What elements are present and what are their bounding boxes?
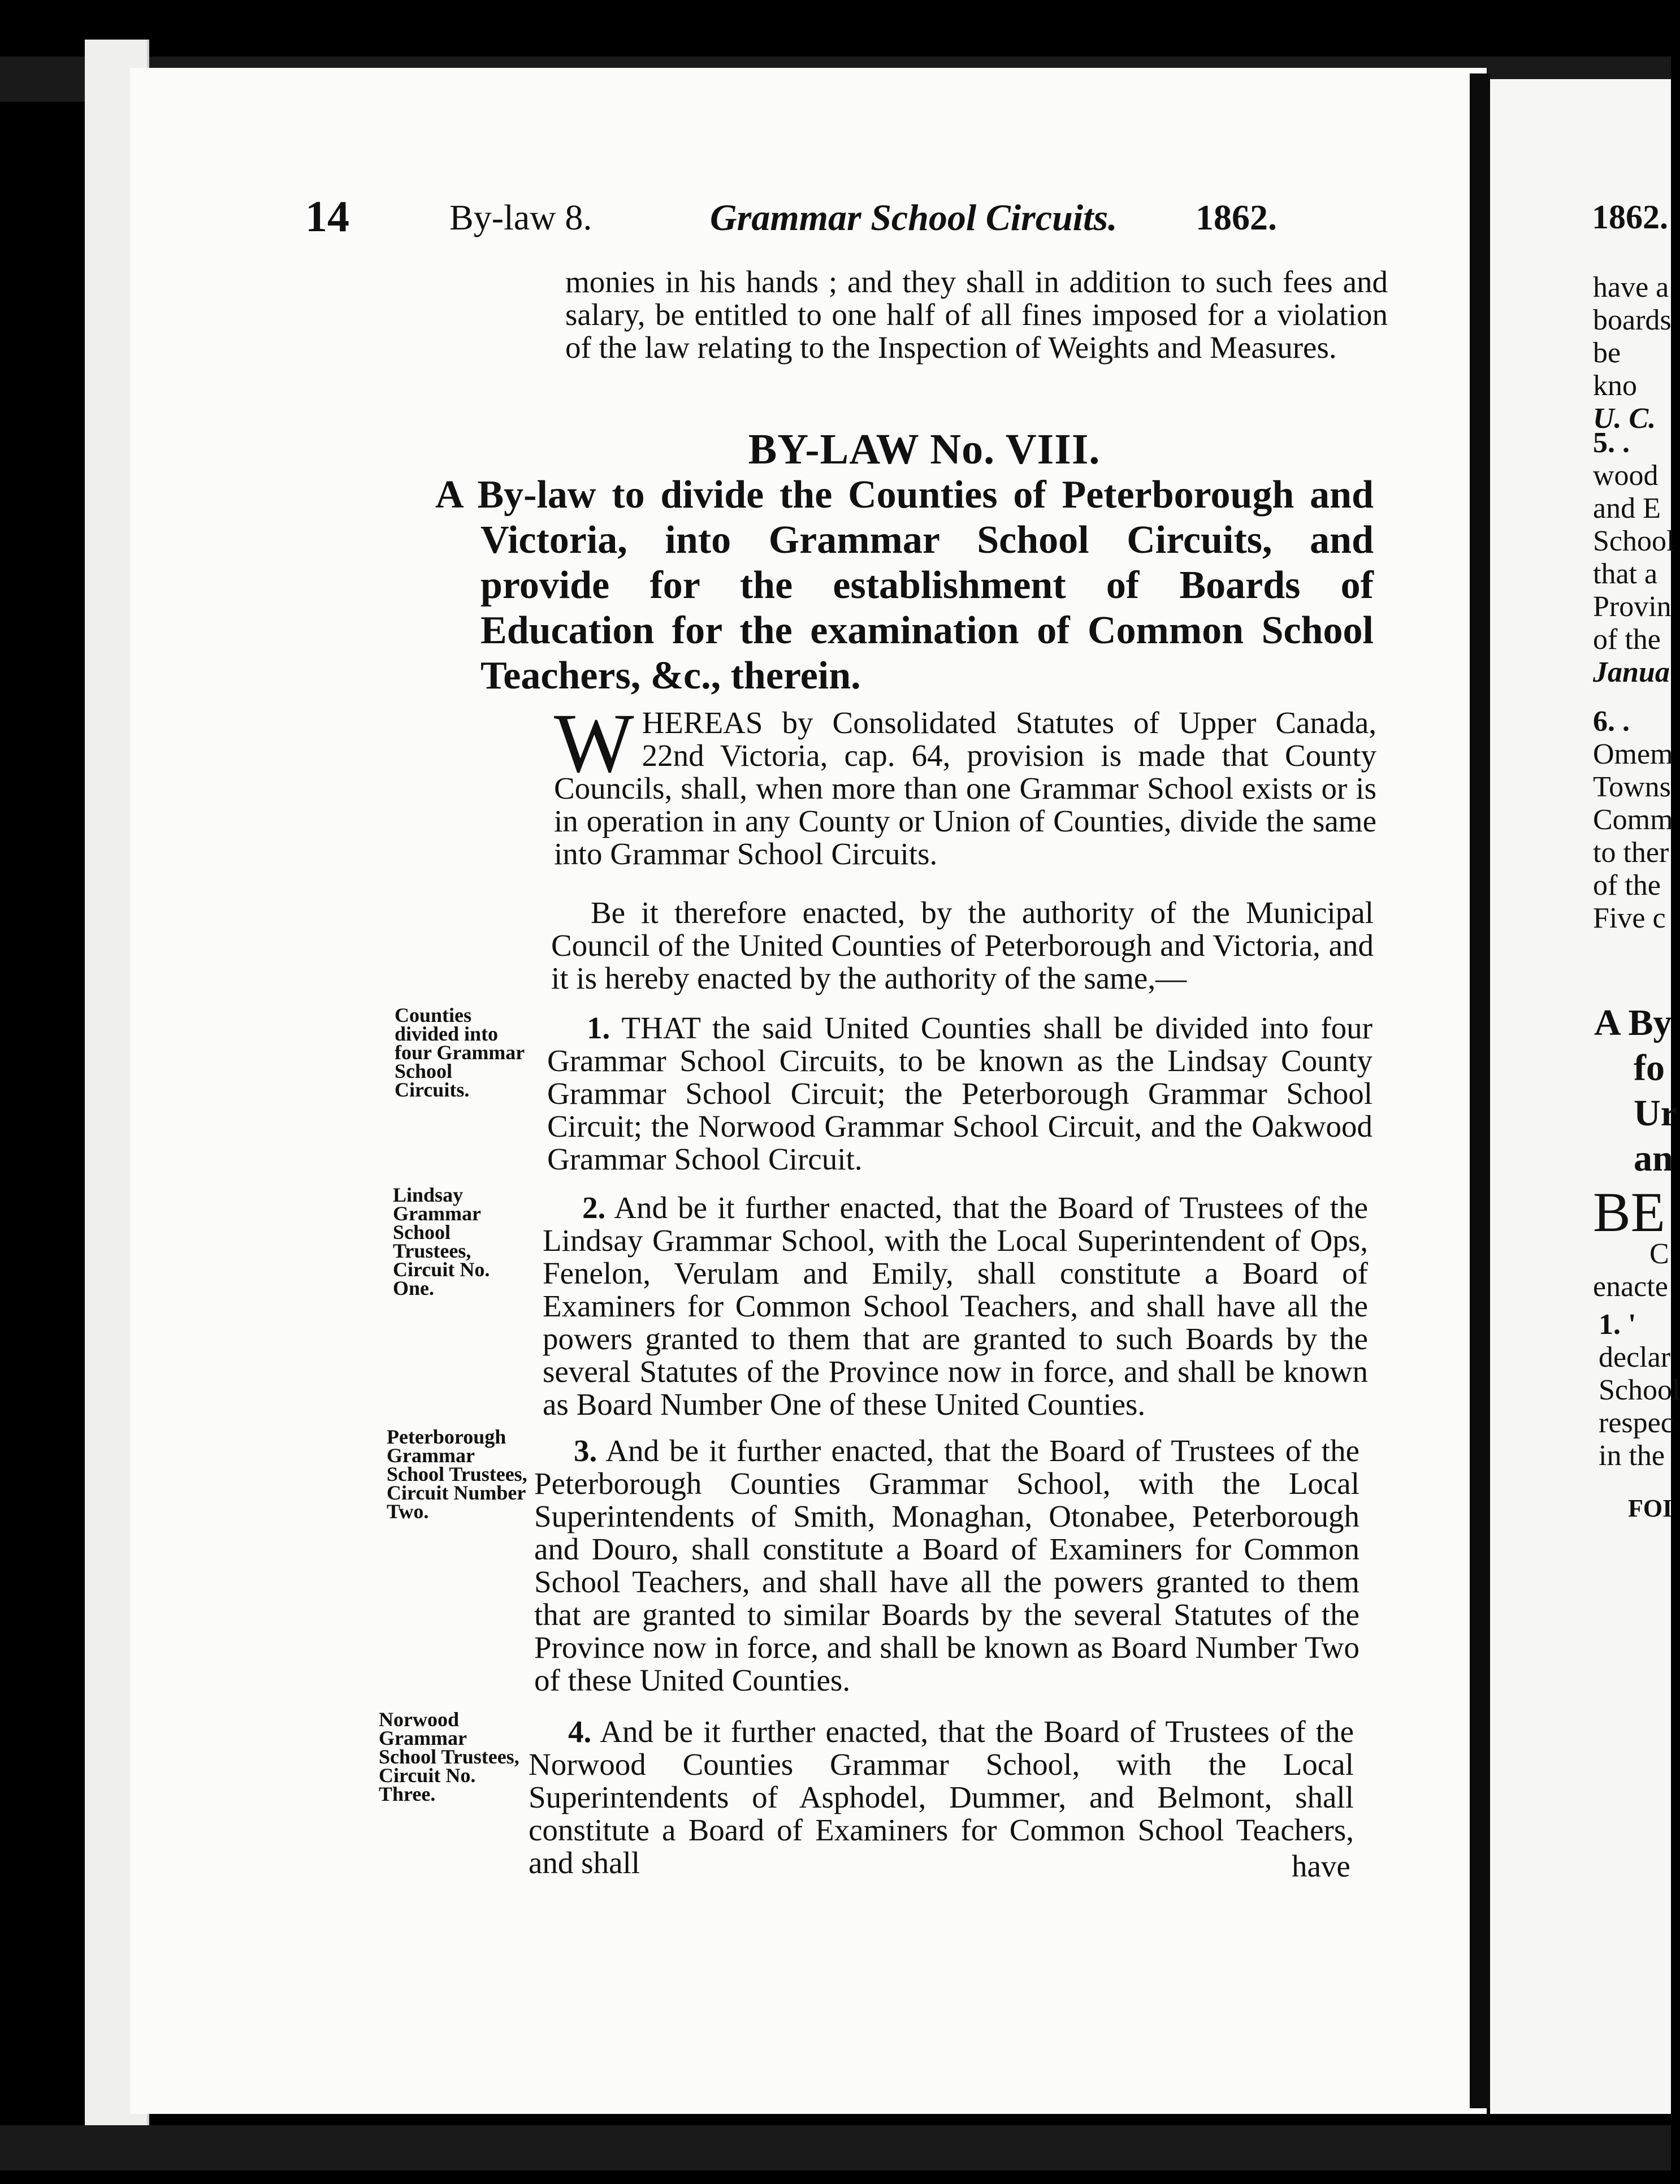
enacting-clause <box>551 896 1374 995</box>
facing-line: declar <box>1599 1341 1671 1373</box>
facing-page-block-e <box>1593 1181 1669 1303</box>
section-2-number: 2. <box>582 1190 606 1225</box>
facing-line: Provin <box>1593 591 1672 623</box>
facing-line: 6. . <box>1593 705 1630 738</box>
facing-line: BE <box>1593 1181 1665 1243</box>
facing-line: and E <box>1593 492 1661 525</box>
bylaw-heading: BY-LAW No. VIII. <box>748 426 1101 473</box>
facing-line: Comm <box>1593 804 1673 836</box>
whereas-paragraph <box>554 696 1376 871</box>
margin-note-section-2: Lindsay Grammar School Trustees, Circuit No. One. <box>393 1184 490 1299</box>
facing-page-block-d <box>1594 1000 1677 1181</box>
facing-line: Ur <box>1634 1093 1677 1134</box>
facing-page-line-g: FOI <box>1628 1494 1673 1522</box>
facing-line: fo <box>1634 1047 1665 1089</box>
facing-line: be kno <box>1593 337 1637 402</box>
facing-line: of the <box>1593 869 1661 902</box>
facing-page-block-b <box>1593 427 1674 689</box>
section-4-text: And be it further enacted, that the Board of Trustees of the Norwood Counties Grammar School, with the Local Superintendents of Asphodel, Dummer, and Belmont, shall constitute a Board of Examiners for Common School Teachers, and shall <box>529 1714 1354 1880</box>
section-2-text: And be it further enacted, that the Board of Trustees of the Lindsay Grammar School, with the Local Superintendent of Ops, Fenelon, Verulam and Emily, shall constitute a Board of Examiners for Common School Teachers, and shall have all the powers granted to them that are granted to such Boards by the several Statutes of the Province now in force, and shall be known as Board Number One of these United Counties. <box>543 1190 1368 1422</box>
section-4-number: 4. <box>568 1714 592 1749</box>
facing-line: enacte <box>1593 1271 1668 1303</box>
drop-cap: W <box>554 696 634 790</box>
section-1-text: THAT the said United Counties shall be divided into four Grammar School Circuits, to be known as the Lindsay County Grammar School Circuit; the Peterborough Grammar School Circuit; the Norwood Grammar School Circuit, and the Oakwood Grammar School Circuit. <box>547 1011 1372 1176</box>
facing-line: Omem <box>1593 738 1673 770</box>
section-3-text: And be it further enacted, that the Board of Trustees of the Peterborough Counties Grammar School, with the Local Superintendents of Smith, Monaghan, Otonabee, Peterborough and Douro, shall constitute a Board of Examiners for Common School Teachers, and shall have all the powers granted to them that are granted to similar Boards by the several Statutes of the Province now in force, and shall be known as Board Number Two of these United Counties. <box>534 1433 1359 1697</box>
continuation-paragraph: monies in his hands ; and they shall in addition to such fees and salary, be entitled to one half of all fines imposed for a violation of the law relating to the Inspection of Weights and Measures. <box>565 265 1388 365</box>
scan-border-bottom <box>0 2125 1671 2170</box>
margin-note-section-3: Peterborough Grammar School Trustees, Circuit Number Two. <box>387 1425 527 1523</box>
facing-page-block-a <box>1593 271 1672 435</box>
bylaw-subtitle-text: A By-law to divide the Counties of Peterborough and Victoria, into Grammar School Circuits, and provide for the establishment of Boards of Education for the examination of Common School Teachers, &c., therein. <box>435 473 1374 697</box>
page-number: 14 <box>305 192 349 241</box>
facing-line: Towns <box>1593 771 1671 803</box>
facing-page-block-f <box>1599 1308 1680 1472</box>
catchword: have <box>1292 1849 1350 1883</box>
facing-line: of the <box>1593 623 1661 656</box>
facing-line: A By <box>1594 1002 1672 1043</box>
facing-line: an <box>1634 1138 1673 1179</box>
facing-page-year: 1862. <box>1592 198 1668 236</box>
facing-line: have a <box>1593 271 1669 304</box>
facing-page-block-c <box>1593 705 1673 935</box>
facing-line: U. C. <box>1593 402 1656 435</box>
facing-line: in the <box>1599 1440 1665 1472</box>
facing-line: C <box>1649 1238 1669 1270</box>
facing-line: wood <box>1593 460 1659 492</box>
section-3-number: 3. <box>574 1433 597 1468</box>
facing-line: 1. ' <box>1599 1308 1636 1341</box>
facing-line: respec <box>1599 1407 1674 1439</box>
header-bylaw-ref: By-law 8. <box>449 197 592 237</box>
section-3 <box>534 1435 1359 1697</box>
facing-line: 5. . <box>1593 427 1630 459</box>
section-2 <box>543 1191 1368 1421</box>
enacting-text: Be it therefore enacted, by the authority of the Municipal Council of the United Counties of Peterborough and Victoria, and it is hereby enacted by the authority of the same,— <box>551 895 1374 995</box>
facing-line: boards <box>1593 304 1672 336</box>
section-4 <box>529 1715 1354 1879</box>
margin-note-section-1: Counties divided into four Grammar School Circuits. <box>395 1004 525 1101</box>
facing-line: that a <box>1593 558 1658 590</box>
facing-line: School <box>1593 525 1675 557</box>
margin-note-section-4: Norwood Grammar School Trustees, Circuit No. Three. <box>379 1708 519 1805</box>
running-header <box>0 135 1671 241</box>
bylaw-subtitle <box>435 473 1374 699</box>
facing-line: Five c <box>1593 902 1666 934</box>
facing-line: to ther <box>1593 837 1669 869</box>
header-running-title: Grammar School Circuits. <box>710 197 1118 239</box>
book-gutter <box>1470 73 1490 2108</box>
facing-line: Janua <box>1593 656 1670 688</box>
header-year: 1862. <box>1196 197 1277 237</box>
whereas-text: HEREAS by Consolidated Statutes of Upper Canada, 22nd Victoria, cap. 64, provision is made that County Councils, shall, when more than one Grammar School exists or is in operation in any County or Union of Counties, divide the same into Grammar School Circuits. <box>554 705 1376 871</box>
section-1 <box>547 1012 1372 1176</box>
section-1-number: 1. <box>587 1011 610 1045</box>
facing-line: School <box>1599 1374 1680 1406</box>
